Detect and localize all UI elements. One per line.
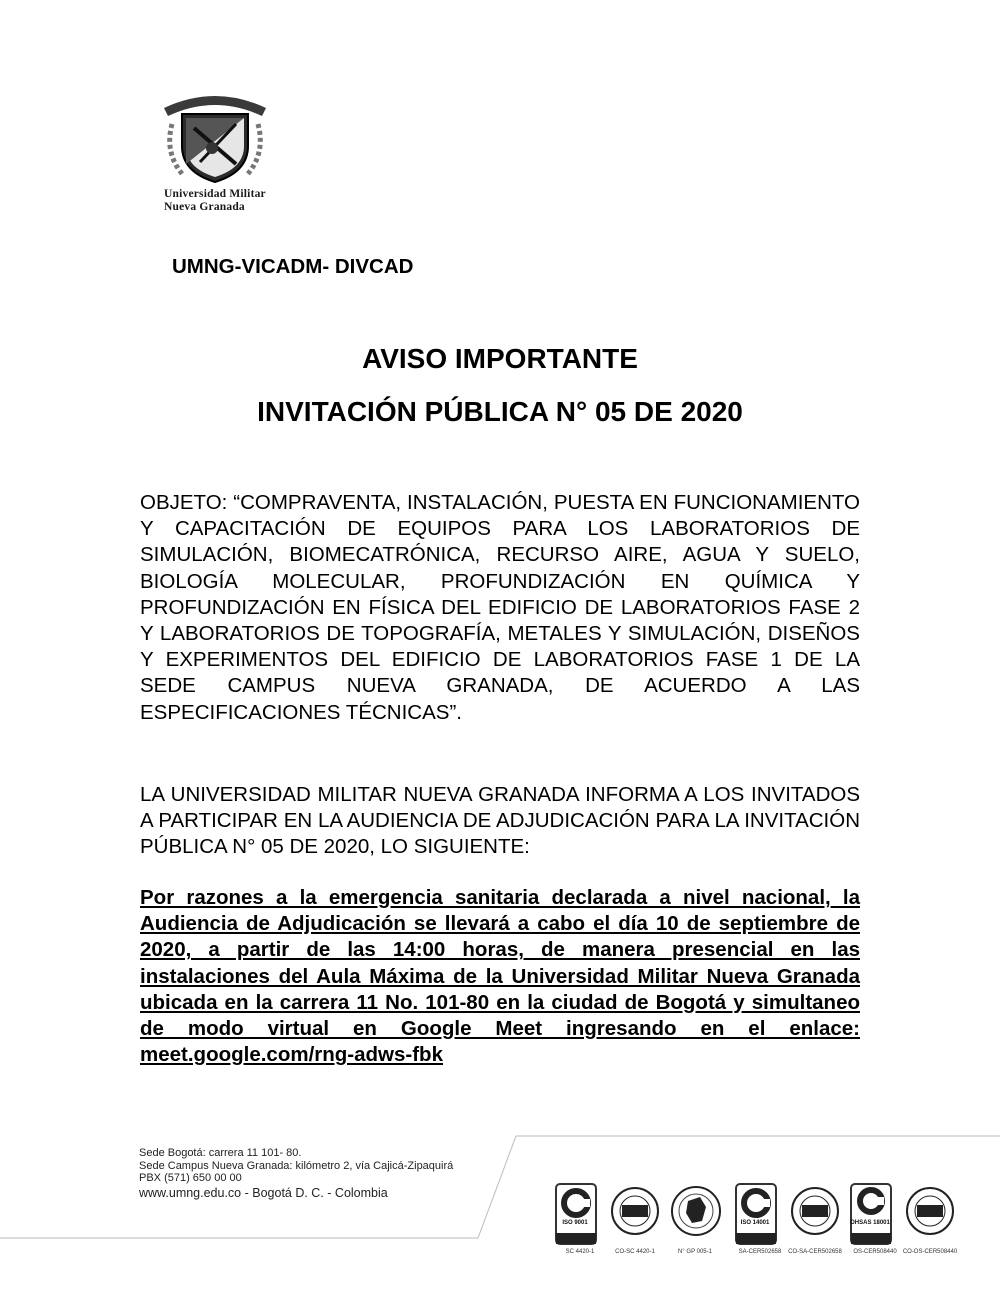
document-code: UMNG-VICADM- DIVCAD: [172, 255, 414, 278]
cert-code: CO-SA-CER502658: [788, 1249, 842, 1255]
cert-ohsas: [850, 1183, 900, 1261]
footer-website: www.umng.edu.co - Bogotá D. C. - Colombia: [139, 1185, 388, 1200]
footer-bogota-address: Sede Bogotá: carrera 11 101- 80.: [139, 1147, 302, 1159]
footer-campus-address: Sede Campus Nueva Granada: kilómetro 2, vía Cajicá-Zipaquirá: [139, 1159, 454, 1172]
footer-phone: PBX (571) 650 00 00: [139, 1172, 242, 1184]
cert-iso14001: [735, 1183, 785, 1261]
cert-iqnet-1: [610, 1183, 660, 1261]
cert-code: N° GP 005-1: [678, 1249, 712, 1255]
cert-iqnet-3: [902, 1183, 958, 1261]
cert-ntcgp: [670, 1183, 720, 1261]
informa-paragraph: LA UNIVERSIDAD MILITAR NUEVA GRANADA INFORMA A LOS INVITADOS A PARTICIPAR EN LA AUDIENCIA DE ADJUDICACIÓN PARA LA INVITACIÓN PÚBLICA N° 05 DE 2020, LO SIGUIENTE:: [140, 783, 860, 859]
university-crest-icon: [150, 84, 280, 189]
certification-logos: [555, 1183, 960, 1261]
objeto-paragraph: OBJETO: “COMPRAVENTA, INSTALACIÓN, PUESTA EN FUNCIONAMIENTO Y CAPACITACIÓN DE EQUIPOS PARA LOS LABORATORIOS DE SIMULACIÓN, BIOMECATRÓNICA, RECURSO AIRE, AGUA Y SUELO, BIOLOGÍA MOLECULAR, PROFUNDIZACIÓN EN QUÍMICA Y PROFUNDIZACIÓN EN FÍSICA DEL EDIFICIO DE LABORATORIOS FASE 2 Y LABORATORIOS DE TOPOGRAFÍA, METALES Y SIMULACIÓN, DISEÑOS Y EXPERIMENTOS DEL EDIFICIO DE LABORATORIOS FASE 1 DE LA SEDE CAMPUS NUEVA GRANADA, DE ACUERDO A LAS ESPECIFICACIONES TÉCNICAS”.: [140, 491, 860, 724]
notice-title: AVISO IMPORTANTE: [362, 343, 638, 374]
ntcgp-icon: [670, 1183, 722, 1245]
cert-label: ISO 14001: [740, 1220, 770, 1226]
audiencia-paragraph: Por razones a la emergencia sanitaria declarada a nivel nacional, la Audiencia de Adjudicación se llevará a cabo el día 10 de septiembre de 2020, a partir de las 14:00 horas, de manera presencial en las instalaciones del Aula Máxima de la Universidad Militar Nueva Granada ubicada en la carrera 11 No. 101-80 en la ciudad de Bogotá y simultaneo de modo virtual en Google Meet ingresando en el enlace: meet.google.com/rng-adws-fbk: [140, 886, 860, 1067]
university-logo: [150, 84, 280, 219]
iqnet-icon: [610, 1183, 660, 1245]
cert-label: OHSAS 18001: [850, 1220, 890, 1226]
invitation-title: INVITACIÓN PÚBLICA N° 05 DE 2020: [257, 396, 743, 427]
cert-code: CO-SC 4420-1: [615, 1249, 655, 1255]
logo-name-line1: Universidad Militar: [164, 188, 266, 200]
cert-code: OS-CER508440: [853, 1249, 897, 1255]
icontec-icon: [555, 1183, 597, 1245]
cert-iso9001: [555, 1183, 605, 1261]
footer-address: [139, 1147, 453, 1201]
iqnet-icon: [905, 1183, 955, 1245]
logo-name-line2: Nueva Granada: [164, 201, 245, 213]
cert-code: SC 4420-1: [565, 1249, 595, 1255]
icontec-icon: [850, 1183, 892, 1245]
iqnet-icon: [790, 1183, 840, 1245]
icontec-icon: [735, 1183, 777, 1245]
cert-iqnet-2: [790, 1183, 840, 1261]
cert-code: CO-OS-CER508440: [902, 1249, 958, 1255]
cert-code: SA-CER502658: [738, 1249, 782, 1255]
cert-label: ISO 9001: [562, 1220, 588, 1226]
